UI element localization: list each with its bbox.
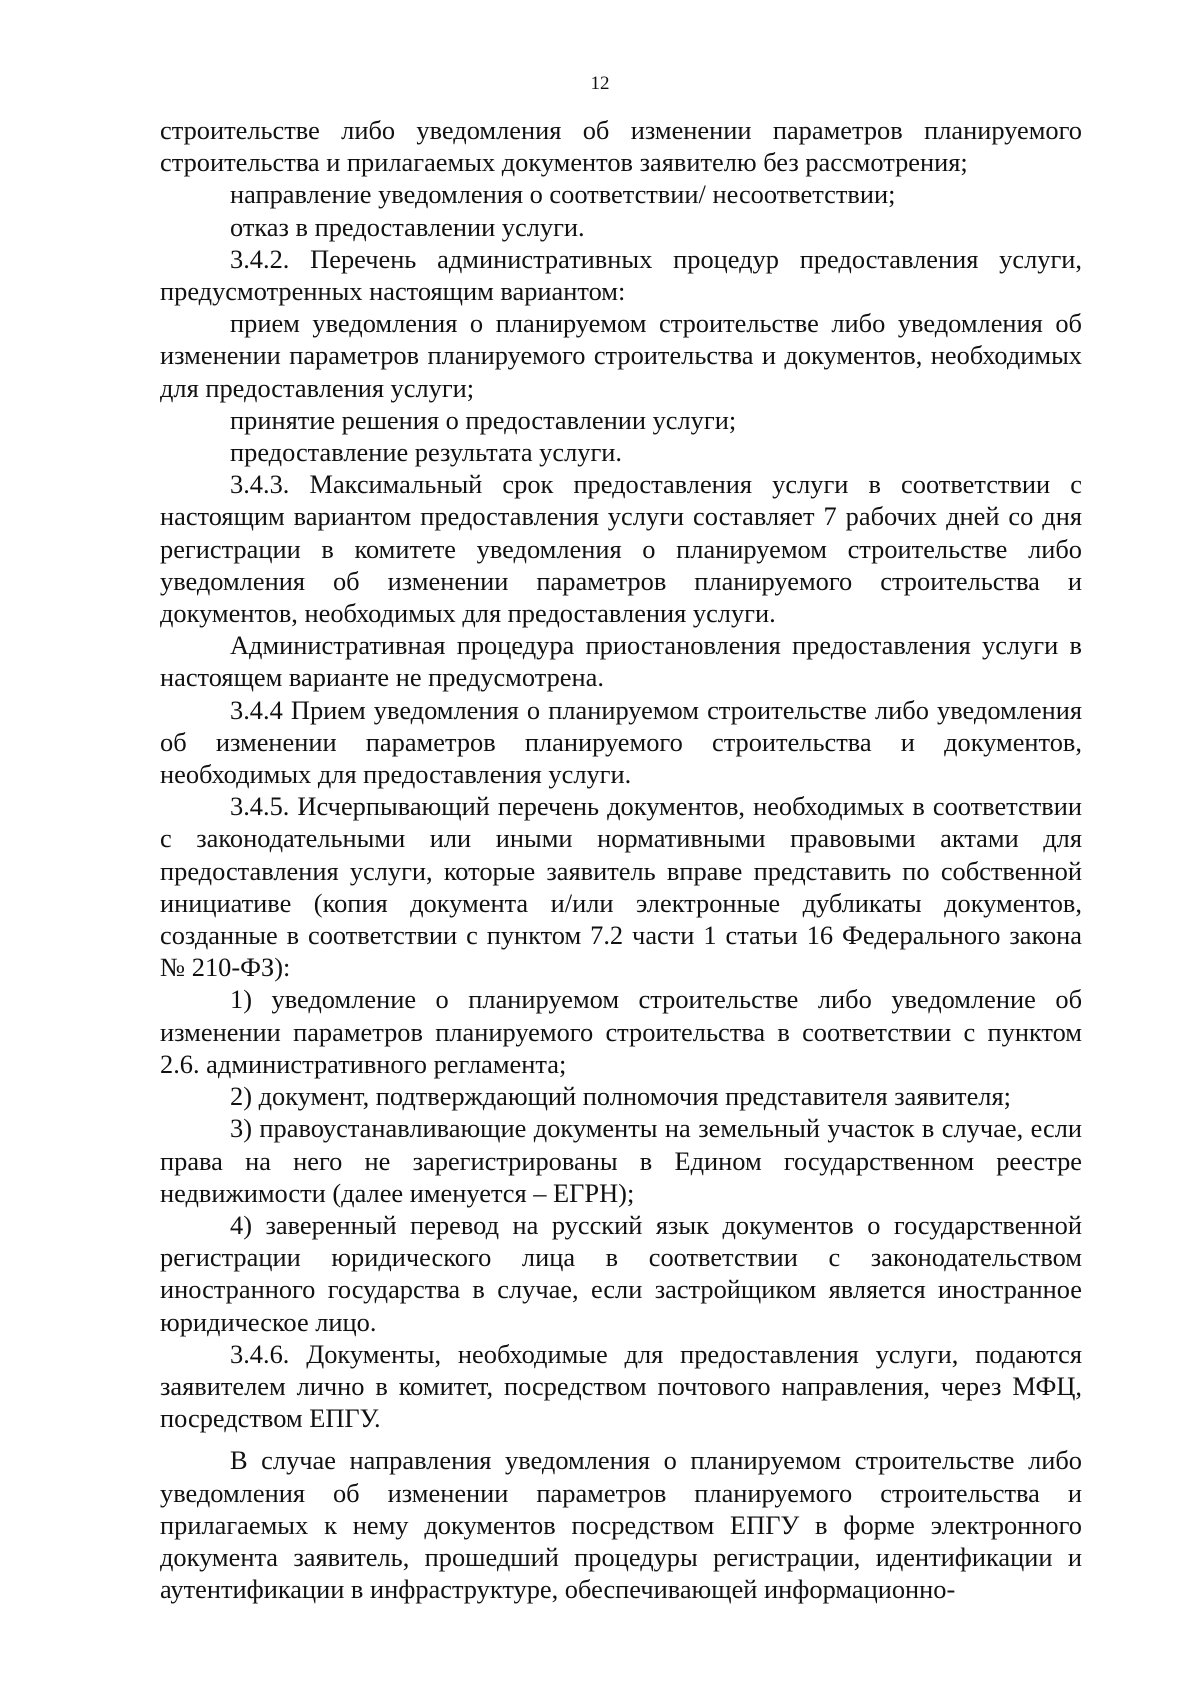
document-body <box>160 114 1082 1605</box>
paragraph-section-3-4-5: 3.4.5. Исчерпывающий перечень документов, необходимых в соответствии с законодательными или иными нормативными правовыми актами для предоставления услуги, которые заявитель вправе представить по собственной инициативе (копия документа и/или электронные дубликаты документов, созданные в соответствии с пунктом 7.2 части 1 статьи 16 Федерального закона № 210-ФЗ): <box>160 791 1082 983</box>
paragraph-section-3-4-2: 3.4.2. Перечень административных процедур предоставления услуги, предусмотренных настоящим вариантом: <box>160 243 1082 307</box>
paragraph: Административная процедура приостановления предоставления услуги в настоящем варианте не предусмотрена. <box>160 630 1082 693</box>
paragraph-list-item: предоставление результата услуги. <box>230 437 623 468</box>
paragraph-list-item: 4) заверенный перевод на русский язык документов о государственной регистрации юридического лица в соответствии с законодательством иностранного государства в случае, если застройщиком является иностранное юридическое лицо. <box>160 1209 1082 1337</box>
paragraph-continuation: строительстве либо уведомления об изменении параметров планируемого строительства и прилагаемых документов заявителю без рассмотрения; <box>160 115 1082 178</box>
paragraph-list-item: отказ в предоставлении услуги. <box>230 211 585 242</box>
paragraph-list-item: 2) документ, подтверждающий полномочия представителя заявителя; <box>230 1081 1011 1112</box>
paragraph-list-item: принятие решения о предоставлении услуги; <box>230 404 737 435</box>
paragraph: В случае направления уведомления о планируемом строительстве либо уведомления об изменении параметров планируемого строительства и прилагаемых к нему документов посредством ЕПГУ в форме электронного документа заявитель, прошедший процедуры регистрации, идентификации и аутентификации в инфраструктуре, обеспечивающей информационно- <box>160 1445 1082 1605</box>
paragraph-section-3-4-4: 3.4.4 Прием уведомления о планируемом строительстве либо уведомления об изменении параметров планируемого строительства и документов, необходимых для предоставления услуги. <box>160 694 1082 790</box>
paragraph-list-item: прием уведомления о планируемом строительстве либо уведомления об изменении параметров планируемого строительства и документов, необходимых для предоставления услуги; <box>160 308 1082 403</box>
paragraph-list-item: направление уведомления о соответствии/ несоответствии; <box>230 179 896 210</box>
paragraph-section-3-4-3: 3.4.3. Максимальный срок предоставления услуги в соответствии с настоящим вариантом предоставления услуги составляет 7 рабочих дней со дня регистрации в комитете уведомления о планируемом строительстве либо уведомления об изменении параметров планируемого строительства и документов, необходимых для предоставления услуги. <box>160 469 1082 629</box>
paragraph-list-item: 3) правоустанавливающие документы на земельный участок в случае, если права на него не зарегистрированы в Едином государственном реестре недвижимости (далее именуется – ЕГРН); <box>160 1113 1082 1208</box>
paragraph-section-3-4-6: 3.4.6. Документы, необходимые для предоставления услуги, подаются заявителем лично в комитет, посредством почтового направления, через МФЦ, посредством ЕПГУ. <box>160 1338 1082 1434</box>
page-number: 12 <box>590 73 610 94</box>
paragraph-list-item: 1) уведомление о планируемом строительстве либо уведомление об изменении параметров планируемого строительства в соответствии с пунктом 2.6. административного регламента; <box>160 984 1082 1079</box>
